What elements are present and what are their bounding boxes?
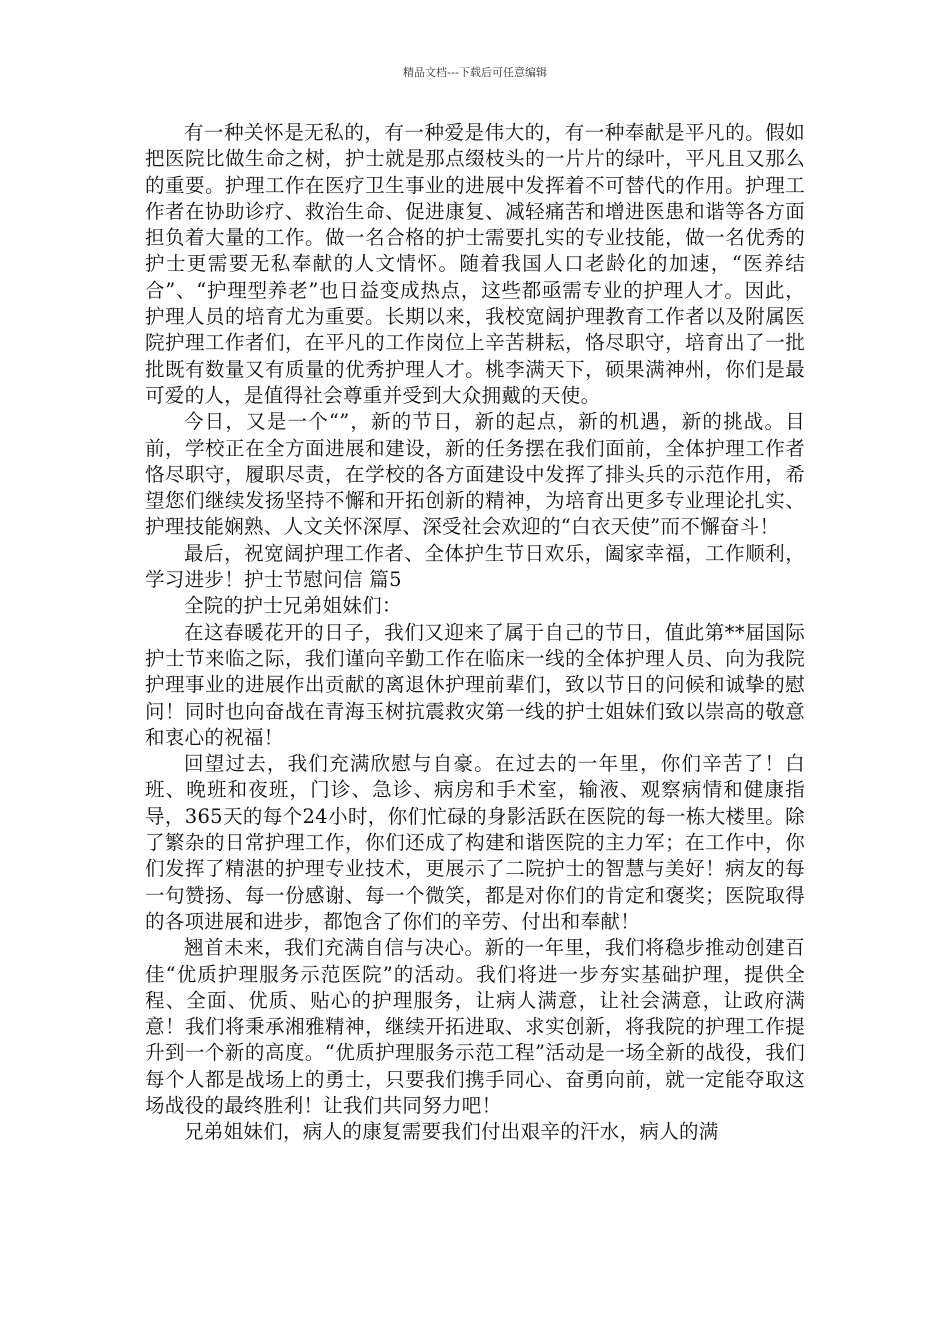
paragraph-future: 翘首未来，我们充满自信与决心。新的一年里，我们将稳步推动创建百佳“优质护理服务示范医院”的活动。我们将进一步夯实基础护理，提供全程、全面、优质、贴心的护理服务，让病人满意，让社会满意，让政府满意！我们将秉承湘雅精神，继续开拓进取、求实创新，将我院的护理工作提升到一个新的高度。“优质护理服务示范工程”活动是一场全新的战役，我们每个人都是战场上的勇士，只要我们携手同心、奋勇向前，就一定能夺取这场战役的最终胜利！让我们共同努力吧！ <box>145 936 805 1117</box>
paragraph-closing-wishes: 最后，祝宽阔护理工作者、全体护生节日欢乐，阖家幸福，工作顺利，学习进步！护士节慰问信 篇5 <box>145 541 805 592</box>
paragraph-final: 兄弟姐妹们，病人的康复需要我们付出艰辛的汗水，病人的满 <box>184 1120 719 1144</box>
paragraph-review: 回望过去，我们充满欣慰与自豪。在过去的一年里，你们辛苦了！白班、晚班和夜班，门诊、急诊、病房和手术室，输液、观察病情和健康指导，365天的每个24小时，你们忙碌的身影活跃在医院的每一栋大楼里。除了繁杂的日常护理工作，你们还成了构建和谐医院的主力军；在工作中，你们发挥了精湛的护理专业技术，更展示了二院护士的智慧与美好！病友的每一句赞扬、每一份感谢、每一个微笑，都是对你们的肯定和褒奖；医院取得的各项进展和进步，都饱含了你们的辛劳、付出和奉献！ <box>145 752 805 933</box>
paragraph-greeting: 在这春暖花开的日子，我们又迎来了属于自己的节日，值此第**届国际护士节来临之际，我们谨向辛勤工作在临床一线的全体护理人员、向为我院护理事业的进展作出贡献的离退休护理前辈们，致以节日的问候和诚挚的慰问！同时也向奋战在青海玉树抗震救灾第一线的护士姐妹们致以崇高的敬意和衷心的祝福！ <box>145 620 805 749</box>
paragraph-today: 今日，又是一个“”，新的节日，新的起点，新的机遇，新的挑战。目前，学校正在全方面进展和建设，新的任务摆在我们面前，全体护理工作者恪尽职守，履职尽责，在学校的各方面建设中发挥了排头兵的示范作用，希望您们继续发扬坚持不懈和开拓创新的精神，为培育出更多专业理论扎实、护理技能娴熟、人文关怀深厚、深受社会欢迎的“白衣天使”而不懈奋斗！ <box>145 410 805 539</box>
document-body <box>145 120 805 1146</box>
paragraph-salutation: 全院的护士兄弟姐妹们： <box>184 594 402 618</box>
paragraph-intro: 有一种关怀是无私的，有一种爱是伟大的，有一种奉献是平凡的。假如把医院比做生命之树，护士就是那点缀枝头的一片片的绿叶，平凡且又那么的重要。护理工作在医疗卫生事业的进展中发挥着不可替代的作用。护理工作者在协助诊疗、救治生命、促进康复、减轻痛苦和增进医患和谐等各方面担负着大量的工作。做一名合格的护士需要扎实的专业技能，做一名优秀的护士更需要无私奉献的人文情怀。随着我国人口老龄化的加速，“医养结合”、“护理型养老”也日益变成热点，这些都亟需专业的护理人才。因此，护理人员的培育尤为重要。长期以来，我校宽阔护理教育工作者以及附属医院护理工作者们，在平凡的工作岗位上辛苦耕耘，恪尽职守，培育出了一批批既有数量又有质量的优秀护理人才。桃李满天下，硕果满神州，你们是最可爱的人，是值得社会尊重并受到大众拥戴的天使。 <box>145 121 805 407</box>
page-header: 精品文档---下载后可任意编辑 <box>403 66 547 79</box>
